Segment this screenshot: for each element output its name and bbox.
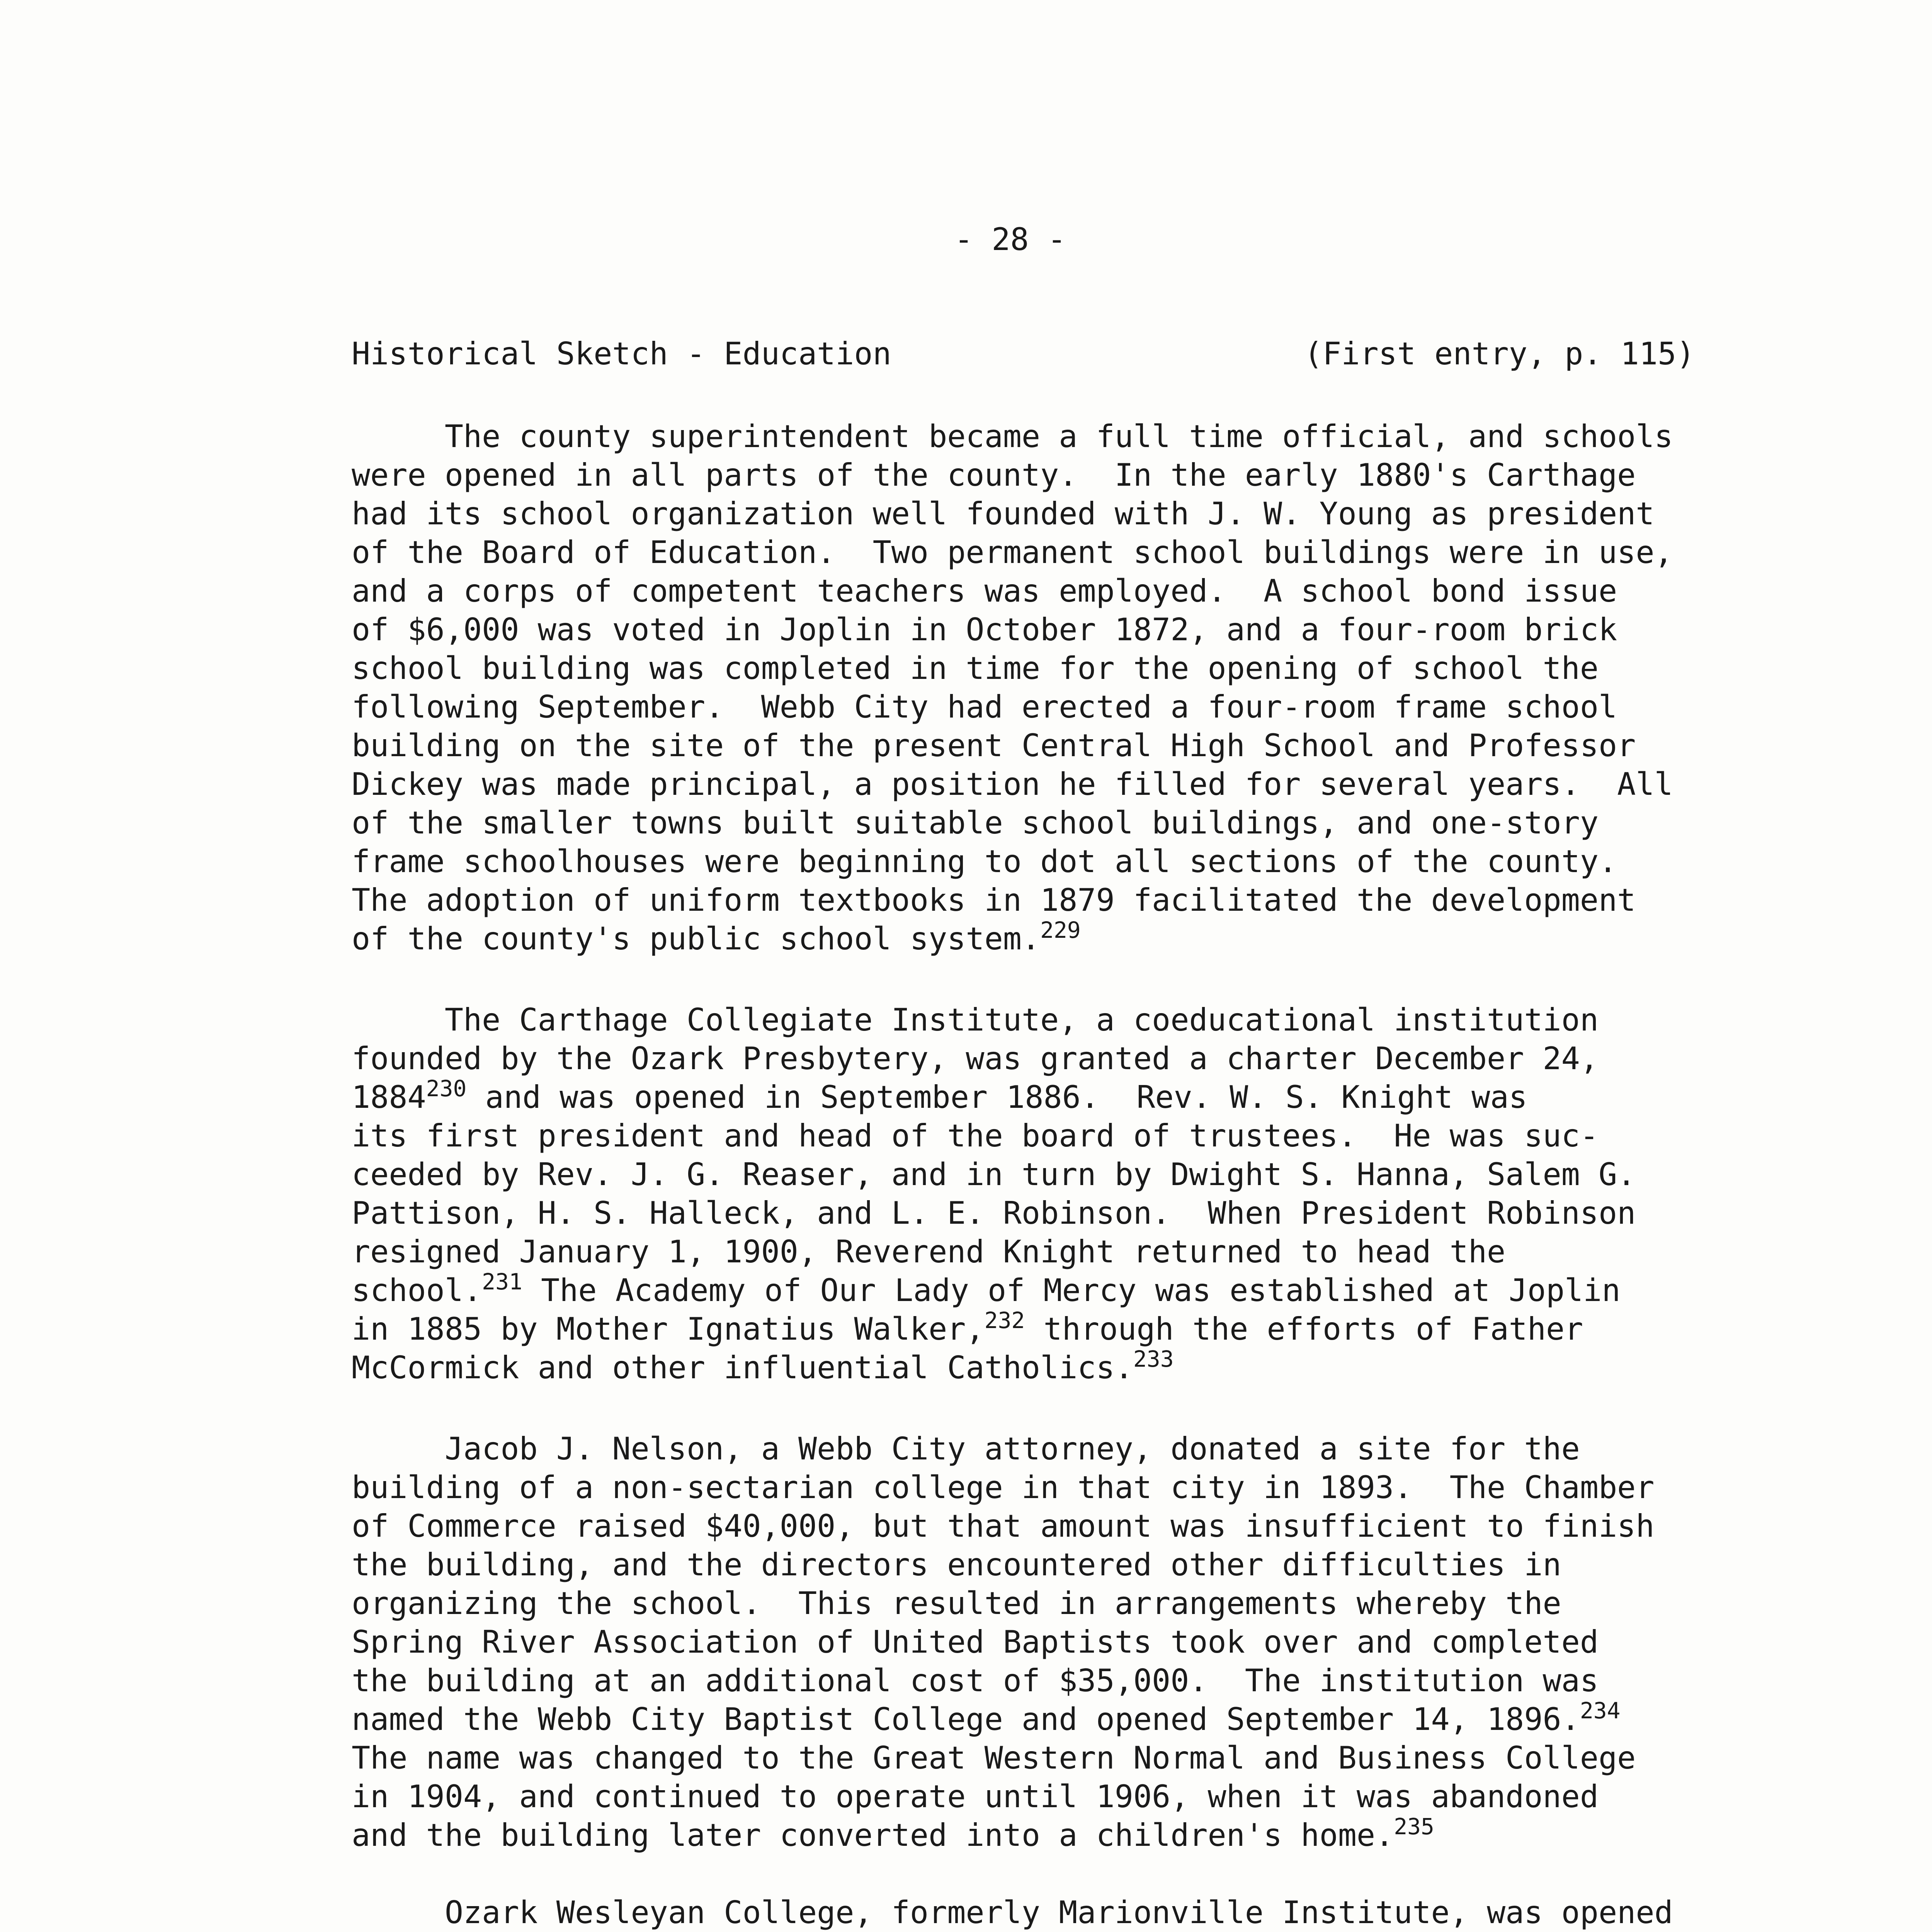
footnote-ref-235: 235 — [1394, 1813, 1434, 1840]
text-line: its first president and head of the board of trustees. He was suc- — [352, 1118, 1599, 1154]
text-segment: 1884 — [352, 1079, 426, 1115]
text-line — [352, 917, 1673, 958]
text-line: The Carthage Collegiate Institute, a coeducational institution — [352, 1002, 1599, 1038]
paragraph-4 — [352, 1893, 1673, 1932]
text-line: frame schoolhouses were beginning to dot all sections of the county. — [352, 844, 1617, 879]
text-line: Jacob J. Nelson, a Webb City attorney, donated a site for the — [352, 1431, 1580, 1467]
text-line: of Commerce raised $40,000, but that amount was insufficient to finish — [352, 1508, 1655, 1544]
page-number: - 28 - — [954, 221, 1066, 257]
text-line: the building, and the directors encountered other difficulties in — [352, 1547, 1561, 1583]
text-line: following September. Webb City had erected a four-room frame school — [352, 689, 1617, 725]
paragraph-2 — [352, 1001, 1636, 1387]
footnote-ref-232: 232 — [984, 1307, 1025, 1333]
footnote-ref-233: 233 — [1133, 1346, 1174, 1372]
text-line: resigned January 1, 1900, Reverend Knight returned to head the — [352, 1234, 1506, 1270]
section-heading: Historical Sketch - Education — [352, 336, 891, 372]
text-line: were opened in all parts of the county. In the early 1880's Carthage — [352, 457, 1636, 493]
text-line: in 1904, and continued to operate until 1906, when it was abandoned — [352, 1779, 1599, 1815]
text-segment: McCormick and other influential Catholics. — [352, 1350, 1133, 1386]
text-line — [352, 1307, 1636, 1349]
entry-reference: (First entry, p. 115) — [1304, 336, 1695, 372]
text-line: The county superintendent became a full time official, and schools — [352, 418, 1673, 454]
paragraph-3 — [352, 1430, 1654, 1855]
text-segment: school. — [352, 1272, 482, 1308]
footnote-ref-229: 229 — [1040, 917, 1081, 943]
text-line: Pattison, H. S. Halleck, and L. E. Robinson. When President Robinson — [352, 1195, 1636, 1231]
text-line: The adoption of uniform textbooks in 1879 facilitated the development — [352, 882, 1636, 918]
footnote-ref-230: 230 — [426, 1075, 467, 1102]
text-line — [352, 1346, 1636, 1387]
text-line: founded by the Ozark Presbytery, was granted a charter December 24, — [352, 1041, 1599, 1077]
text-segment: The Academy of Our Lady of Mercy was established at Joplin — [522, 1272, 1621, 1308]
text-line: The name was changed to the Great Western Normal and Business College — [352, 1740, 1636, 1776]
text-line — [352, 1271, 1636, 1310]
text-segment: through the efforts of Father — [1025, 1311, 1583, 1347]
text-segment: and the building later converted into a children's home. — [352, 1817, 1394, 1853]
paragraph-1 — [352, 417, 1673, 958]
text-line: had its school organization well founded with J. W. Young as president — [352, 496, 1655, 532]
text-segment: in 1885 by Mother Ignatius Walker, — [352, 1311, 985, 1347]
text-line: school building was completed in time for the opening of school the — [352, 650, 1599, 686]
text-line: Dickey was made principal, a position he filled for several years. All — [352, 766, 1673, 802]
text-line: of the smaller towns built suitable school buildings, and one-story — [352, 805, 1599, 841]
text-line: ceeded by Rev. J. G. Reaser, and in turn by Dwight S. Hanna, Salem G. — [352, 1156, 1636, 1192]
text-line: building on the site of the present Central High School and Professor — [352, 728, 1636, 764]
text-line: the building at an additional cost of $35,000. The institution was — [352, 1663, 1599, 1699]
text-line: building of a non-sectarian college in that city in 1893. The Chamber — [352, 1469, 1655, 1505]
text-line — [352, 1813, 1654, 1855]
text-line: organizing the school. This resulted in arrangements whereby the — [352, 1585, 1561, 1621]
text-segment: of the county's public school system. — [352, 921, 1041, 957]
text-line: Ozark Wesleyan College, formerly Marionville Institute, was opened — [352, 1895, 1673, 1930]
text-line — [352, 1075, 1636, 1117]
footnote-ref-234: 234 — [1580, 1697, 1621, 1724]
text-line — [352, 1697, 1654, 1739]
text-line: Spring River Association of United Baptists took over and completed — [352, 1624, 1599, 1660]
text-segment: and was opened in September 1886. Rev. W. S. Knight was — [466, 1079, 1527, 1115]
text-segment: named the Webb City Baptist College and opened September 14, 1896. — [352, 1701, 1580, 1737]
text-line: of the Board of Education. Two permanent school buildings were in use, — [352, 534, 1673, 570]
text-line: and a corps of competent teachers was employed. A school bond issue — [352, 573, 1617, 609]
footnote-ref-231: 231 — [482, 1269, 522, 1295]
text-line: of $6,000 was voted in Joplin in October 1872, and a four-room brick — [352, 612, 1617, 648]
